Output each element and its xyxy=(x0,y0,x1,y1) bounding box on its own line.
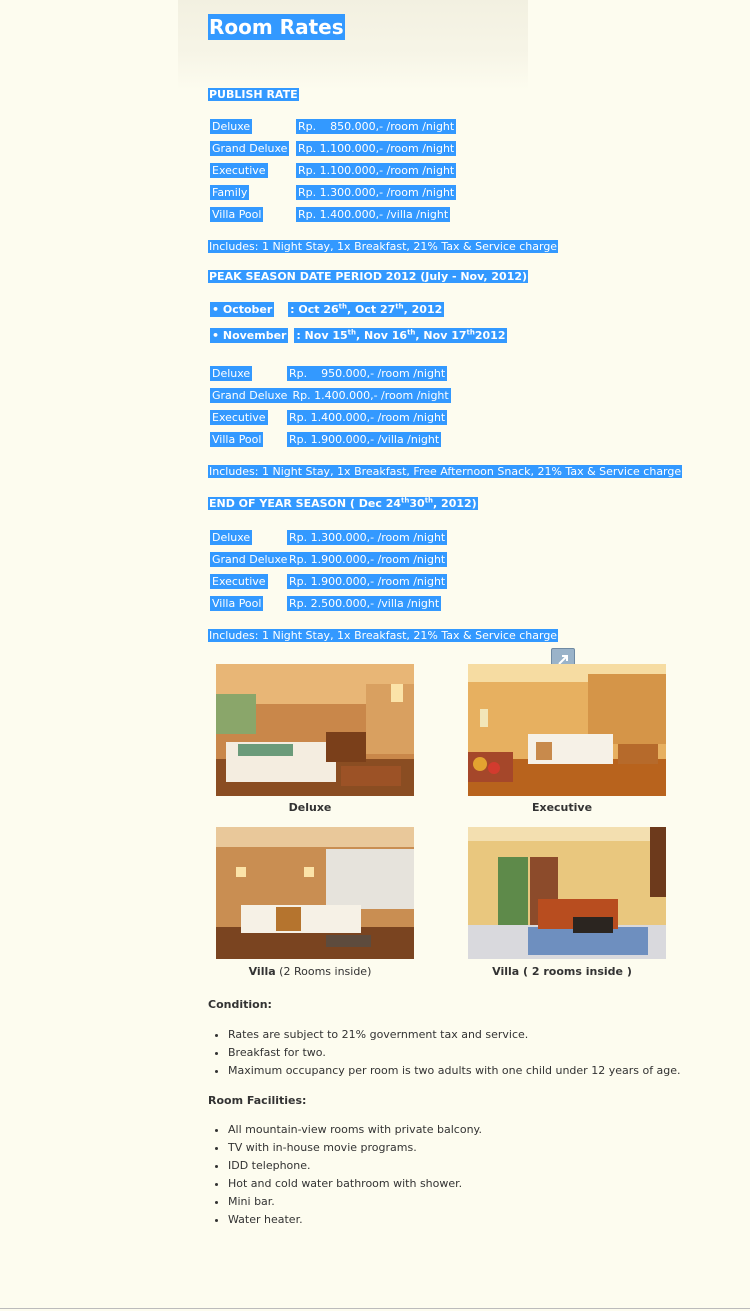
room-type: Grand Deluxe xyxy=(212,389,288,402)
room-rate: Rp. 1.900.000,- /room /night xyxy=(289,553,446,566)
facilities-list xyxy=(208,1121,482,1229)
list-item: • TV with in-house movie programs. xyxy=(228,1139,482,1157)
condition-heading: Condition: xyxy=(208,998,272,1011)
photo-executive xyxy=(468,664,666,796)
room-type: Villa Pool xyxy=(212,597,262,610)
photo-caption-villa-1: Villa (2 Rooms inside) xyxy=(248,965,372,978)
room-rate: Rp. 1.400.000,- /villa /night xyxy=(298,208,449,221)
room-rate: Rp. 1.100.000,- /room /night xyxy=(298,164,455,177)
list-item: • IDD telephone. xyxy=(228,1157,482,1175)
room-rate: Rp. 1.300.000,- /room /night xyxy=(289,531,446,544)
page-bottom-border xyxy=(0,1308,750,1309)
photo-caption-villa-2: Villa ( 2 rooms inside ) xyxy=(492,965,632,978)
room-type: Deluxe xyxy=(212,367,251,380)
list-item: • Rates are subject to 21% government tax and service. xyxy=(228,1026,681,1044)
room-type: Deluxe xyxy=(212,120,251,133)
room-type: Executive xyxy=(212,164,266,177)
room-type: Deluxe xyxy=(212,531,251,544)
month-label: • November xyxy=(212,329,287,342)
room-rate: Rp. 1.900.000,- /room /night xyxy=(289,575,446,588)
end-of-year-includes: Includes: 1 Night Stay, 1x Breakfast, 21% Tax & Service charge xyxy=(209,629,558,642)
photo-villa-bedroom xyxy=(216,827,414,959)
photo-villa-living xyxy=(468,827,666,959)
room-rate: Rp. 1.400.000,- /room /night xyxy=(289,389,449,402)
photo-deluxe xyxy=(216,664,414,796)
publish-rate-heading: PUBLISH RATE xyxy=(209,88,298,101)
month-dates: : Oct 26th, Oct 27th, 2012 xyxy=(290,302,443,316)
list-item: • Mini bar. xyxy=(228,1193,482,1211)
room-rate: Rp. 1.100.000,- /room /night xyxy=(298,142,455,155)
list-item: • Water heater. xyxy=(228,1211,482,1229)
list-item: • Maximum occupancy per room is two adults with one child under 12 years of age. xyxy=(228,1062,681,1080)
room-type: Villa Pool xyxy=(212,433,262,446)
room-type: Grand Deluxe xyxy=(212,142,288,155)
condition-list xyxy=(208,1026,681,1080)
room-type: Villa Pool xyxy=(212,208,262,221)
photo-caption-executive: Executive xyxy=(531,801,593,814)
room-rate: Rp. 1.300.000,- /room /night xyxy=(298,186,455,199)
room-type: Grand Deluxe xyxy=(212,553,288,566)
peak-season-heading: PEAK SEASON DATE PERIOD 2012 (July - Nov, 2012) xyxy=(209,270,528,283)
room-rate: Rp. 1.900.000,- /villa /night xyxy=(289,433,440,446)
room-type: Family xyxy=(212,186,248,199)
peak-october-dates xyxy=(210,302,444,317)
room-rate: Rp. 850.000,- /room /night xyxy=(298,120,455,133)
list-item: • All mountain-view rooms with private balcony. xyxy=(228,1121,482,1139)
peak-includes: Includes: 1 Night Stay, 1x Breakfast, Free Afternoon Snack, 21% Tax & Service charge xyxy=(209,465,682,478)
month-dates: : Nov 15th, Nov 16th, Nov 17th2012 xyxy=(296,328,506,342)
list-item: • Hot and cold water bathroom with shower. xyxy=(228,1175,482,1193)
room-type: Executive xyxy=(212,411,266,424)
page-title: Room Rates xyxy=(209,15,344,39)
room-rate: Rp. 1.400.000,- /room /night xyxy=(289,411,446,424)
room-rate: Rp. 950.000,- /room /night xyxy=(289,367,446,380)
room-rate: Rp. 2.500.000,- /villa /night xyxy=(289,597,440,610)
photo-caption-deluxe: Deluxe xyxy=(288,801,332,814)
end-of-year-heading: END OF YEAR SEASON ( Dec 24th30th, 2012) xyxy=(209,496,477,510)
list-item: • Breakfast for two. xyxy=(228,1044,681,1062)
publish-includes: Includes: 1 Night Stay, 1x Breakfast, 21% Tax & Service charge xyxy=(209,240,558,253)
facilities-heading: Room Facilities: xyxy=(208,1094,307,1107)
peak-november-dates xyxy=(210,328,507,343)
room-type: Executive xyxy=(212,575,266,588)
month-label: • October xyxy=(212,303,273,316)
